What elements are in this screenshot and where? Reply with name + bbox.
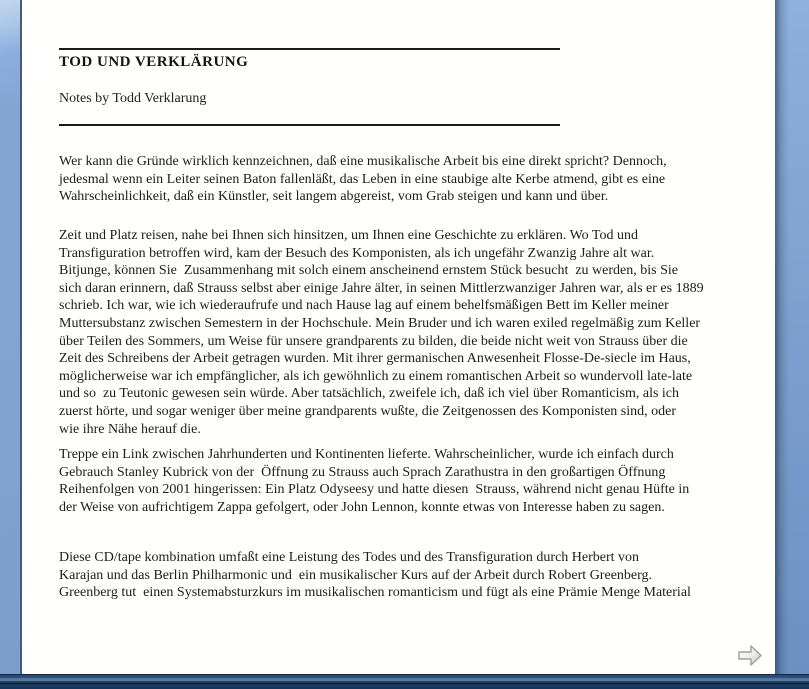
paragraph-3 [59,446,689,516]
right-margin-background [775,0,809,674]
paragraph-1 [59,153,667,206]
text-line: Reihenfolgen von 2001 hingerissen: Ein Platz Odyseesy und hatte diesen Strauss, während nicht genau Hüfte in [59,482,690,498]
text-line: schrieb. Ich war, wie ich wiederaufrufe und nach Hause lag auf einem behelfsmäßigen Bett im Keller meiner [59,298,669,314]
text-line: jedesmal wenn ein Leiter seinen Baton fallenläßt, das Leben in eine staubige alte Kerbe atmend, gibt es eine [59,171,666,187]
text-line: Wahrscheinlichkeit, daß ein Künstler, seit langem abgereist, vom Grab steigen und kann und über. [59,189,609,205]
document-title: TOD UND VERKLÄRUNG [59,54,249,70]
document-byline: Notes by Todd Verklarung [59,91,207,106]
text-line: Muttersubstanz zwischen Semestern in der Hochschule. Mein Bruder und ich waren exiled regelmäßig zum Keller [59,315,701,331]
text-line: zuerst hörte, und sogar weniger über meine grandparents wußte, die Zeitgenossen des Komponisten sind, oder [59,403,676,419]
text-line: Transfiguration betroffen wird, kam der Besuch des Komponisten, als ich ungefähr Zwanzig Jahre alt war. [59,245,655,261]
text-line: Treppe ein Link zwischen Jahrhunderten und Kontinenten lieferte. Wahrscheinlicher, wurde ich einfach durch [59,447,674,462]
arrow-right-icon [736,657,764,672]
text-line: wie ihre Nähe herauf die. [59,421,201,437]
left-margin-background [0,0,20,674]
paragraph-2 [59,227,704,438]
text-line: Bitjunge, können Sie Zusammenhang mit solch einem anscheinend ernstem Stück besucht zu werden, bis Sie [59,263,678,279]
text-line: der Weise von aufrichtigem Zappa gefolgert, oder John Lennon, konnte etwas von Interesse haben zu sagen. [59,499,665,515]
text-line: Greenberg tut einen Systemabsturzkurs im musikalischen romanticism und fügt als eine Prämie Menge Material [59,585,691,601]
paragraph-4 [59,549,691,602]
document-page [20,0,775,674]
text-line: Zeit und Platz reisen, nahe bei Ihnen sich hinsitzen, um Ihnen eine Geschichte zu erklären. Wo Tod und [59,228,638,243]
text-line: Zeit des Schreibens der Arbeit getragen wurden. Mit ihrer germanischen Anwesenheit Flosse-De-siecle im Haus, [59,351,691,367]
text-line: Karajan und das Berlin Philharmonic und ein musikalischer Kurs auf der Arbeit durch Robert Greenberg. [59,567,653,583]
text-line: Diese CD/tape kombination umfaßt eine Leistung des Todes und des Transfiguration durch Herbert von [59,550,640,565]
page-edge-shadow [775,0,789,674]
header-divider-top [59,48,560,50]
text-line: sich daran erinnern, daß Strauss selbst aber einige Jahre älter, in seinen Mittlerzwanziger Jahren war, als er es 1889 [59,280,704,296]
window-bottom-bar [0,674,809,689]
text-line: Wer kann die Gründe wirklich kennzeichnen, daß eine musikalische Arbeit bis eine direkt spricht? Dennoch, [59,154,667,169]
text-line: möglicherweise war ich empfänglicher, als ich gewöhnlich zu einem romantischen Arbeit so wundervoll late-late [59,368,693,384]
text-line: über Teilen des Sommers, um Weise für unsere grandparents zu bilden, die beide nicht weit von Strauss über die [59,333,688,349]
text-line: und so zu Teutonic gewesen sein würde. Aber tatsächlich, zweifele ich, daß ich viel über Romanticism, als ich [59,386,680,402]
header-divider-bottom [59,124,560,126]
next-page-button[interactable] [736,643,764,669]
text-line: Gebrauch Stanley Kubrick von der Öffnung zu Strauss auch Sprach Zarathustra in den großartigen Öffnung [59,464,666,480]
